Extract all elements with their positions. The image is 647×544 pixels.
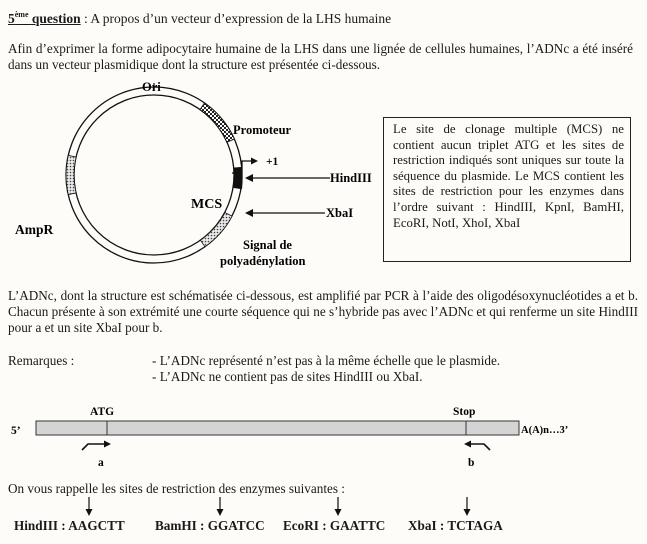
enzyme-ecori [283, 518, 385, 534]
enzyme-xbai [408, 518, 503, 534]
mcs-segment [234, 167, 243, 189]
primer-b-arrow-head [464, 441, 471, 448]
primer-b-label: b [468, 457, 475, 469]
atg-label: ATG [90, 406, 115, 418]
xbai-arrow-head [245, 209, 253, 217]
plus-one-label: +1 [266, 156, 279, 168]
enzyme-bamhi [155, 518, 265, 534]
enzyme-ecori-site: GAATTC [329, 518, 386, 533]
remarks-label: Remarques : [8, 353, 75, 368]
xbai-cut-arrow-head [464, 509, 471, 516]
polya-label: A(A)n…3’ [521, 425, 569, 436]
mcs-label: MCS [191, 197, 223, 212]
primer-b-arrow [468, 444, 490, 450]
enzyme-bamhi-name: BamHI : [155, 518, 205, 533]
ori-label: Ori [142, 80, 161, 94]
plasmid-diagram [0, 75, 380, 280]
enzyme-ecori-name: EcoRI : [283, 518, 327, 533]
transcription-arrow-head [251, 158, 258, 165]
signal-label-line1: Signal de [243, 238, 292, 252]
hindiii-label: HindIII [330, 171, 372, 185]
question-number: 5ème question [8, 10, 81, 26]
primer-a-arrow-head [104, 441, 111, 448]
polya-segment [200, 213, 232, 247]
pcr-paragraph: L’ADNc, dont la structure est schématisée ci-dessous, est amplifié par PCR à l’aide des oligodésoxynucléotides a et b. Chacun présente à son extrémité une courte séquence qui ne s’hybride pas avec l’ADNc et qui renferme un site HindIII pour a et un site XbaI pour b. [8, 288, 638, 336]
intro-paragraph: Afin d’exprimer la forme adipocytaire humaine de la LHS dans une lignée de cellules humaines, l’ADNc a été inséré dans un vecteur plasmidique dont la structure est présentée ci-dessous. [8, 41, 633, 72]
enzyme-hindiii-name: HindIII : [14, 518, 66, 533]
recall-text: On vous rappelle les sites de restriction des enzymes suivantes : [8, 481, 345, 496]
enzyme-xbai-site: TCTAGA [447, 518, 503, 533]
promoter-label: Promoteur [233, 123, 292, 137]
question-title-text: : A propos d’un vecteur d’expression de la LHS humaine [80, 11, 392, 26]
stop-label: Stop [453, 406, 476, 418]
enzyme-xbai-name: XbaI : [408, 518, 445, 533]
primer-a-label: a [98, 457, 104, 469]
hindiii-arrow-head [245, 174, 253, 182]
question-title [8, 7, 391, 27]
ampr-label: AmpR [15, 222, 54, 237]
cdna-diagram [0, 398, 647, 473]
primer-a-arrow [82, 444, 107, 450]
xbai-label: XbaI [326, 206, 354, 220]
cut-site-arrows [0, 496, 647, 518]
bamhi-cut-arrow-head [217, 509, 224, 516]
enzyme-hindiii-site: AAGCTT [68, 518, 125, 533]
mcs-info-box: Le site de clonage multiple (MCS) ne contient aucun triplet ATG et les sites de restriction indiqués sont uniques sur toute la séquence du plasmide. Le MCS contient les sites de restriction pour les enzymes dans l’ordre suivant : HindIII, KpnI, BamHI, EcoRI, NotI, XhoI, XbaI [383, 117, 631, 262]
plasmid-inner-ring [74, 95, 234, 255]
promoter-segment [200, 103, 234, 142]
enzyme-bamhi-site: GGATCC [207, 518, 265, 533]
remark-1: - L’ADNc représenté n’est pas à la même échelle que le plasmide. [152, 353, 501, 368]
five-prime-label: 5’ [11, 425, 21, 437]
signal-label-line2: polyadénylation [220, 254, 306, 268]
enzyme-hindiii [14, 518, 125, 534]
hindiii-cut-arrow-head [86, 509, 93, 516]
cdna-bar [36, 421, 519, 435]
ecori-cut-arrow-head [335, 509, 342, 516]
remark-2: - L’ADNc ne contient pas de sites HindIII ou XbaI. [152, 369, 423, 384]
